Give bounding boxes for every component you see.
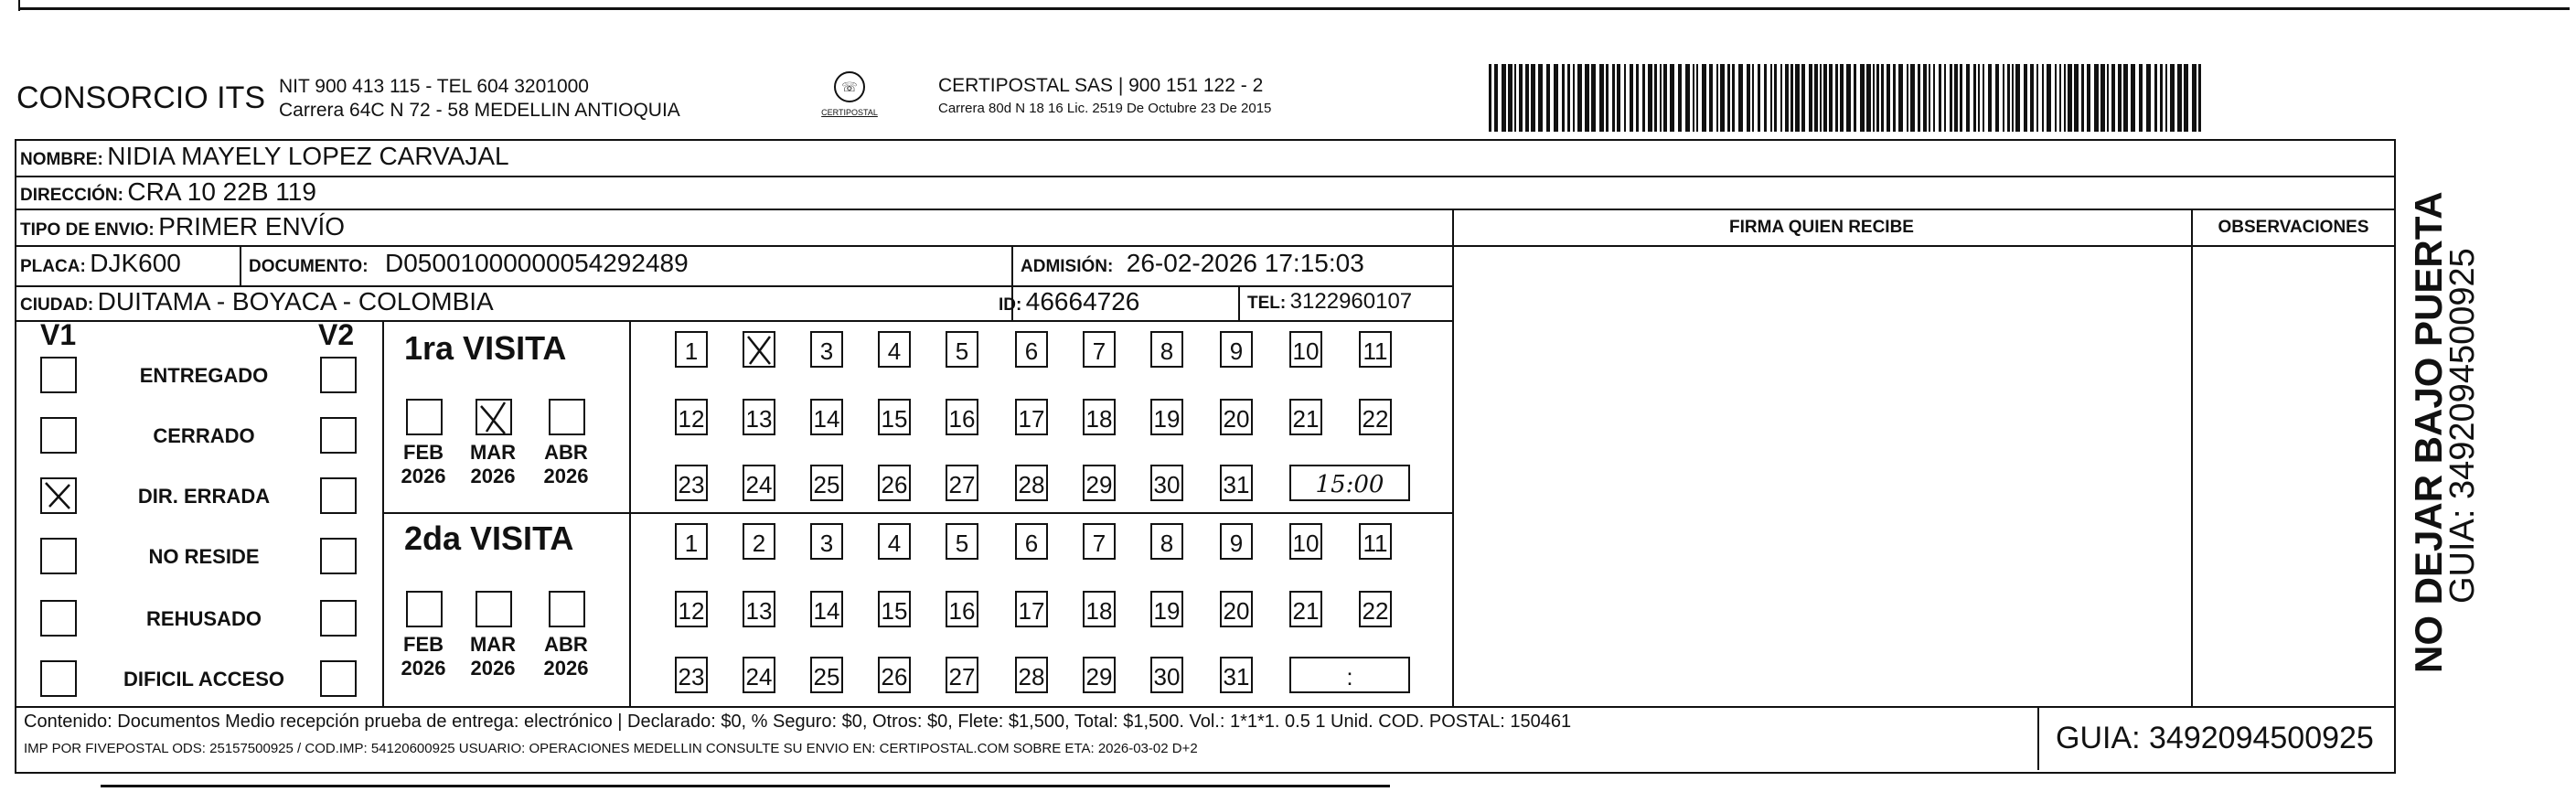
id-label: ID:	[999, 295, 1022, 315]
day-box[interactable]: 25	[810, 657, 843, 693]
day-box[interactable]: 16	[946, 399, 978, 435]
month-label: MAR 2026	[469, 441, 517, 487]
day-box[interactable]: 5	[946, 331, 978, 368]
day-box[interactable]: 24	[743, 465, 775, 501]
day-box[interactable]: 27	[946, 657, 978, 693]
day-box[interactable]: 18	[1083, 399, 1116, 435]
documento-row	[249, 249, 689, 278]
day-box[interactable]: 20	[1220, 591, 1253, 627]
month-checkbox[interactable]	[549, 399, 585, 435]
month-checkbox[interactable]	[406, 591, 443, 627]
month-checkbox[interactable]	[476, 399, 512, 435]
certi-line2: Carrera 80d N 18 16 Lic. 2519 De Octubre 23 De 2015	[938, 101, 1272, 116]
v1-checkbox[interactable]	[40, 600, 77, 637]
status-label: DIFICIL ACCESO	[123, 668, 284, 690]
day-box[interactable]: 1	[675, 523, 708, 560]
bottom-rule	[101, 785, 1390, 787]
day-box[interactable]: 17	[1015, 399, 1048, 435]
footer-guia: GUIA: 3492094500925	[2056, 721, 2374, 755]
month-checkbox[interactable]	[406, 399, 443, 435]
footer-line2: IMP POR FIVEPOSTAL ODS: 25157500925 / COD.IMP: 54120600925 USUARIO: OPERACIONES MEDELLIN CONSULTE SU ENVIO EN: CERTIPOSTAL.COM SOBRE ETA: 2026-03-02 D+2	[24, 741, 1198, 756]
day-box[interactable]: 4	[878, 523, 911, 560]
day-box[interactable]: 8	[1150, 523, 1183, 560]
day-box[interactable]: 2	[743, 523, 775, 560]
day-box[interactable]: 13	[743, 591, 775, 627]
side-guia: GUIA: 3492094500925	[2443, 248, 2482, 604]
documento-label: DOCUMENTO:	[249, 257, 369, 276]
v2-header: V2	[318, 318, 355, 351]
direccion-label: DIRECCIÓN:	[20, 186, 123, 205]
day-box[interactable]: 26	[878, 465, 911, 501]
v2-checkbox[interactable]	[320, 600, 357, 637]
day-box[interactable]: 6	[1015, 331, 1048, 368]
direccion-row	[20, 177, 316, 207]
placa-row	[20, 249, 181, 278]
firma-label: FIRMA QUIEN RECIBE	[1729, 218, 1914, 237]
admision-row	[1021, 249, 1364, 278]
day-box[interactable]: 7	[1083, 331, 1116, 368]
v2-checkbox[interactable]	[320, 538, 357, 574]
day-box[interactable]: 27	[946, 465, 978, 501]
status-label: CERRADO	[153, 424, 255, 447]
v2-checkbox[interactable]	[320, 477, 357, 514]
v1-checkbox[interactable]	[40, 477, 77, 514]
day-box[interactable]: 29	[1083, 657, 1116, 693]
day-box[interactable]: 11	[1359, 523, 1392, 560]
day-box[interactable]: 3	[810, 331, 843, 368]
certipostal-logo	[814, 71, 885, 126]
day-box[interactable]: 6	[1015, 523, 1048, 560]
day-box[interactable]: 14	[810, 399, 843, 435]
tipo-label: TIPO DE ENVIO:	[20, 220, 155, 240]
day-box[interactable]: 8	[1150, 331, 1183, 368]
v1-header: V1	[40, 318, 77, 351]
v2-checkbox[interactable]	[320, 417, 357, 454]
month-label: MAR 2026	[469, 633, 517, 680]
day-box[interactable]: 3	[810, 523, 843, 560]
month-checkbox[interactable]	[476, 591, 512, 627]
placa-value: DJK600	[90, 249, 181, 277]
month-label: ABR 2026	[543, 441, 589, 487]
day-box[interactable]: 24	[743, 657, 775, 693]
admision-label: ADMISIÓN:	[1021, 257, 1114, 276]
status-label: NO RESIDE	[148, 545, 260, 568]
nombre-row	[20, 142, 509, 171]
status-label: REHUSADO	[146, 607, 262, 630]
day-box[interactable]: 15	[878, 591, 911, 627]
status-label: ENTREGADO	[139, 364, 269, 387]
v2-checkbox[interactable]	[320, 660, 357, 697]
ciudad-row	[20, 287, 494, 316]
placa-label: PLACA:	[20, 257, 86, 276]
no-dejar-bajo-puerta: NO DEJAR BAJO PUERTA	[2407, 191, 2450, 673]
company-name: CONSORCIO ITS	[16, 80, 266, 115]
day-box[interactable]: 17	[1015, 591, 1048, 627]
time-box[interactable]: 15:00	[1289, 465, 1410, 501]
day-box[interactable]: 31	[1220, 657, 1253, 693]
day-box[interactable]: 7	[1083, 523, 1116, 560]
visita1-title: 1ra VISITA	[404, 329, 567, 367]
day-box[interactable]: 31	[1220, 465, 1253, 501]
v1-checkbox[interactable]	[40, 357, 77, 393]
day-box[interactable]: 9	[1220, 331, 1253, 368]
barcode	[1489, 64, 2211, 132]
day-box[interactable]: 29	[1083, 465, 1116, 501]
day-box[interactable]: 1	[675, 331, 708, 368]
month-label: FEB 2026	[401, 633, 446, 680]
observaciones-label: OBSERVACIONES	[2218, 218, 2369, 237]
day-box[interactable]: 13	[743, 399, 775, 435]
tel-label: TEL:	[1247, 294, 1287, 313]
v1-checkbox[interactable]	[40, 417, 77, 454]
month-label: FEB 2026	[401, 441, 446, 487]
day-box[interactable]	[743, 331, 775, 368]
ciudad-label: CIUDAD:	[20, 295, 94, 315]
top-rule	[18, 7, 2570, 10]
admision-value: 26-02-2026 17:15:03	[1126, 249, 1364, 277]
day-box[interactable]: 10	[1289, 331, 1322, 368]
time-box[interactable]: :	[1289, 657, 1410, 693]
tel-value: 3122960107	[1289, 289, 1413, 314]
status-label: DIR. ERRADA	[137, 485, 271, 508]
day-box[interactable]: 21	[1289, 591, 1322, 627]
certi-line1: CERTIPOSTAL SAS | 900 151 122 - 2	[938, 75, 1264, 96]
day-box[interactable]: 4	[878, 331, 911, 368]
day-box[interactable]: 5	[946, 523, 978, 560]
company-info	[279, 75, 680, 123]
day-box[interactable]: 19	[1150, 591, 1183, 627]
top-rule-left-tick	[18, 0, 20, 11]
direccion-value: CRA 10 22B 119	[127, 177, 316, 206]
day-box[interactable]: 16	[946, 591, 978, 627]
month-label: ABR 2026	[543, 633, 589, 680]
v1-checkbox[interactable]	[40, 538, 77, 574]
tipo-row	[20, 212, 345, 241]
footer-line1: Contenido: Documentos Medio recepción prueba de entrega: electrónico | Declarado: $0, % Seguro: $0, Otros: $0, Flete: $1,500, Total: $1,500. Vol.: 1*1*1. 0.5 1 Unid. COD. POSTAL: 150461	[24, 712, 1572, 732]
day-box[interactable]: 28	[1015, 657, 1048, 693]
id-row	[999, 287, 1139, 316]
day-box[interactable]: 23	[675, 465, 708, 501]
day-box[interactable]: 22	[1359, 591, 1392, 627]
month-checkbox[interactable]	[549, 591, 585, 627]
address-line: Carrera 64C N 72 - 58 MEDELLIN ANTIOQUIA	[279, 100, 680, 121]
day-box[interactable]: 20	[1220, 399, 1253, 435]
id-value: 46664726	[1025, 287, 1140, 316]
day-box[interactable]: 9	[1220, 523, 1253, 560]
day-box[interactable]: 10	[1289, 523, 1322, 560]
day-box[interactable]: 30	[1150, 657, 1183, 693]
day-box[interactable]: 22	[1359, 399, 1392, 435]
ciudad-value: DUITAMA - BOYACA - COLOMBIA	[97, 287, 494, 316]
day-box[interactable]: 19	[1150, 399, 1183, 435]
day-box[interactable]: 26	[878, 657, 911, 693]
day-box[interactable]: 25	[810, 465, 843, 501]
day-box[interactable]: 12	[675, 591, 708, 627]
nit-line: NIT 900 413 115 - TEL 604 3201000	[279, 76, 589, 97]
day-box[interactable]: 18	[1083, 591, 1116, 627]
nombre-value: NIDIA MAYELY LOPEZ CARVAJAL	[107, 142, 509, 170]
day-box[interactable]: 11	[1359, 331, 1392, 368]
documento-value: D05001000000054292489	[385, 249, 689, 277]
certipostal-info	[938, 75, 1271, 116]
v1-checkbox[interactable]	[40, 660, 77, 697]
visita2-title: 2da VISITA	[404, 519, 574, 557]
day-box[interactable]: 30	[1150, 465, 1183, 501]
logo-mark-icon: ☏	[834, 71, 865, 102]
day-box[interactable]: 14	[810, 591, 843, 627]
day-box[interactable]: 15	[878, 399, 911, 435]
tipo-value: PRIMER ENVÍO	[158, 212, 346, 241]
day-box[interactable]: 23	[675, 657, 708, 693]
v2-checkbox[interactable]	[320, 357, 357, 393]
logo-text: CERTIPOSTAL	[821, 108, 878, 117]
tel-row	[1247, 289, 1412, 315]
day-box[interactable]: 28	[1015, 465, 1048, 501]
day-box[interactable]: 21	[1289, 399, 1322, 435]
nombre-label: NOMBRE:	[20, 150, 103, 169]
day-box[interactable]: 12	[675, 399, 708, 435]
